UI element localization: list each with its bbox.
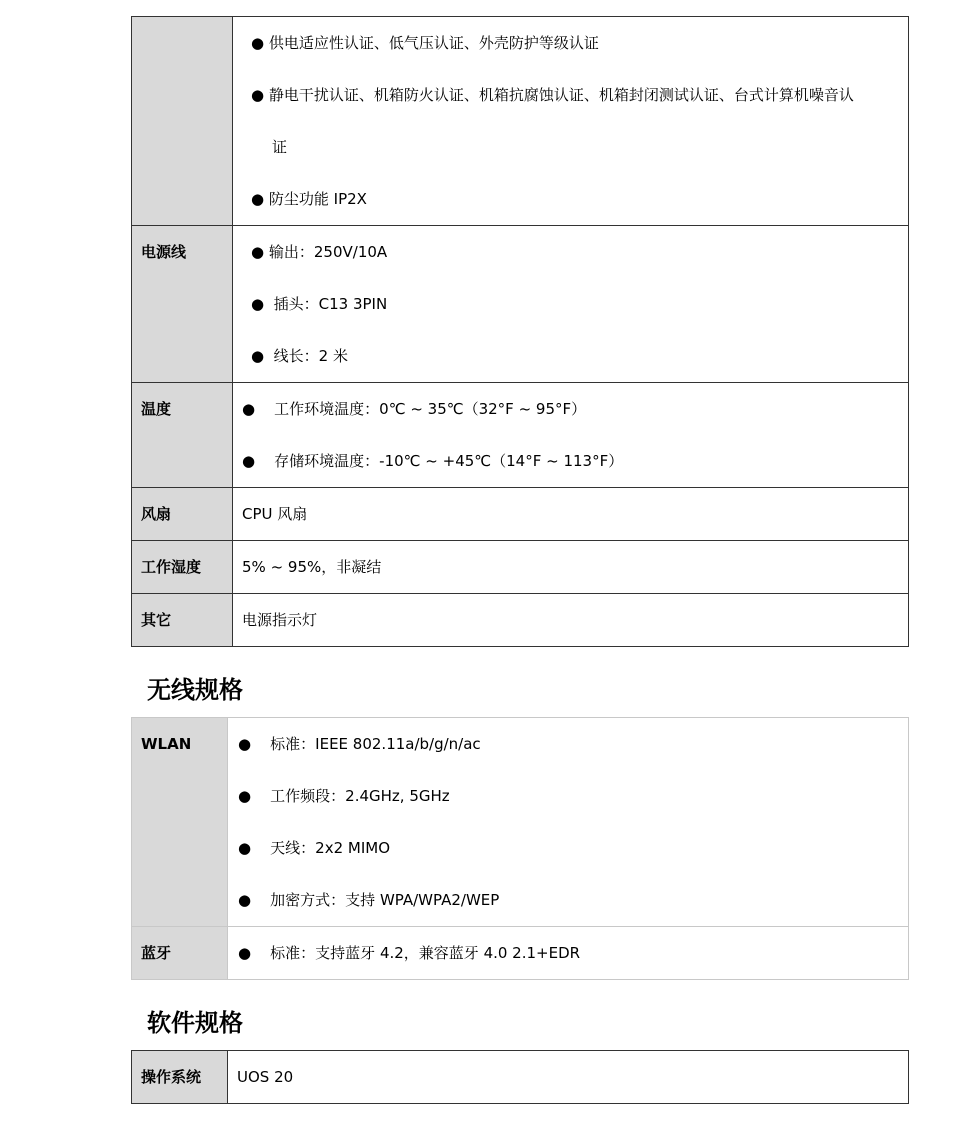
list-item: ● 工作环境温度：0℃ ~ 35℃（32°F ~ 95°F）	[242, 383, 908, 435]
bullet-icon: ●	[251, 190, 265, 208]
cert-item-text: 防尘功能 IP2X	[268, 190, 367, 208]
bullet-icon: ●	[238, 735, 252, 753]
software-spec-table	[131, 1050, 909, 1104]
section-heading-software: 软件规格	[147, 1009, 243, 1037]
bullet-icon: ●	[242, 452, 256, 470]
bluetooth-list	[228, 927, 909, 980]
os-value: UOS 20	[228, 1051, 909, 1104]
section-heading-wireless: 无线规格	[147, 676, 243, 704]
cert-item-text: 证	[272, 138, 288, 156]
bullet-icon: ●	[242, 400, 256, 418]
list-item: ● 加密方式：支持 WPA/WPA2/WEP	[238, 874, 908, 926]
cert-item-text: 供电适应性认证、低气压认证、外壳防护等级认证	[268, 34, 599, 52]
list-item	[251, 17, 908, 69]
list-item: ● 标准：支持蓝牙 4.2，兼容蓝牙 4.0 2.1+EDR	[238, 927, 908, 979]
cert-item-text: 静电干扰认证、机箱防火认证、机箱抗腐蚀认证、机箱封闭测试认证、台式计算机噪音认	[268, 86, 854, 104]
table-row	[132, 1051, 909, 1104]
table-row	[132, 226, 909, 383]
wireless-spec-table	[131, 717, 909, 980]
fan-value: CPU 风扇	[233, 488, 909, 541]
list-item: ● 线长：2 米	[251, 330, 908, 382]
row-label: 电源线	[132, 226, 233, 383]
bullet-icon: ●	[238, 944, 252, 962]
table-row	[132, 718, 909, 927]
bullet-icon: ●	[238, 839, 252, 857]
table-row	[132, 927, 909, 980]
bullet-icon: ●	[238, 787, 252, 805]
row-label: 温度	[132, 383, 233, 488]
list-item: ● 天线：2x2 MIMO	[238, 822, 908, 874]
row-label: WLAN	[132, 718, 228, 927]
table-row	[132, 17, 909, 226]
row-label: 工作湿度	[132, 541, 233, 594]
row-label: 风扇	[132, 488, 233, 541]
row-label: 操作系统	[132, 1051, 228, 1104]
bullet-icon: ●	[251, 34, 265, 52]
row-label: 其它	[132, 594, 233, 647]
row-label-empty	[132, 17, 233, 226]
list-item: ● 输出：250V/10A	[251, 226, 908, 278]
temperature-list	[233, 383, 909, 488]
list-item	[251, 69, 908, 121]
bullet-icon: ●	[251, 295, 265, 313]
table-row	[132, 488, 909, 541]
row-label: 蓝牙	[132, 927, 228, 980]
bullet-icon: ●	[251, 243, 265, 261]
table-row	[132, 541, 909, 594]
list-item-continuation	[251, 121, 908, 173]
bullet-icon: ●	[251, 86, 265, 104]
humidity-value: 5% ~ 95%，非凝结	[233, 541, 909, 594]
table-row	[132, 383, 909, 488]
bullet-icon: ●	[238, 891, 252, 909]
wlan-list	[228, 718, 909, 927]
list-item	[251, 173, 908, 225]
table-row	[132, 594, 909, 647]
bullet-icon: ●	[251, 347, 265, 365]
hardware-spec-table	[131, 16, 909, 647]
other-value: 电源指示灯	[233, 594, 909, 647]
power-cord-list	[233, 226, 909, 383]
list-item: ● 工作频段：2.4GHz, 5GHz	[238, 770, 908, 822]
list-item: ● 标准：IEEE 802.11a/b/g/n/ac	[238, 718, 908, 770]
cert-list	[233, 17, 909, 226]
list-item: ● 存储环境温度：-10℃ ~ +45℃（14°F ~ 113°F）	[242, 435, 908, 487]
list-item: ● 插头：C13 3PIN	[251, 278, 908, 330]
